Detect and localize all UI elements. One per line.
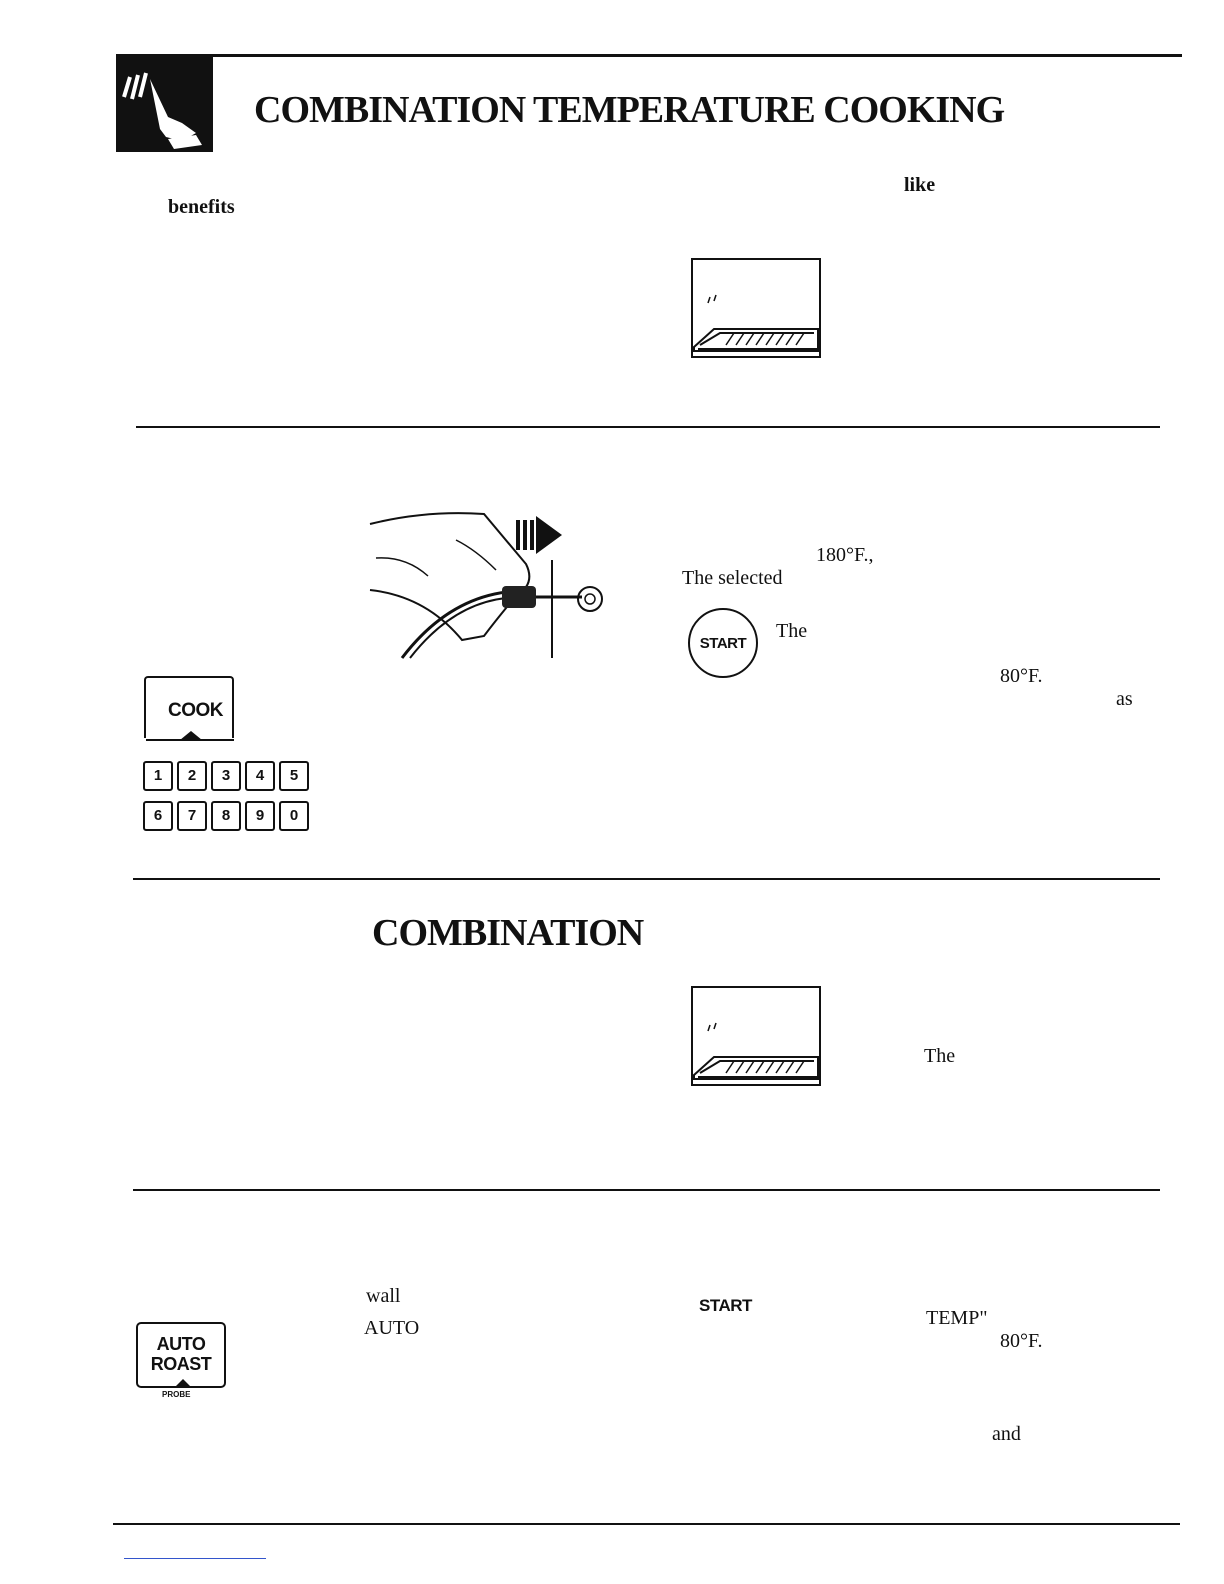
keypad-key-9: 9 [245,801,275,831]
text-fragment-temp: TEMP" [926,1307,988,1329]
text-fragment-and: and [992,1423,1021,1445]
keypad-key-5: 5 [279,761,309,791]
oven-rack-illustration [690,257,824,366]
section-divider [133,1189,1160,1191]
start-label: START [699,1296,752,1315]
keypad-key-0: 0 [279,801,309,831]
start-pad-icon [688,608,758,678]
keypad-key-4: 4 [245,761,275,791]
page-title: COMBINATION TEMPERATURE COOKING [254,89,1005,131]
text-fragment-the: The [776,620,808,642]
probe-label: PROBE [162,1390,191,1399]
bottom-rule [113,1523,1180,1525]
section-divider [133,878,1160,880]
start-pad-label: START [699,634,747,652]
keypad-key-6: 6 [143,801,173,831]
keypad-key-1: 1 [143,761,173,791]
keypad-key-3: 3 [211,761,241,791]
keypad-key-2: 2 [177,761,207,791]
footer-accent-line [124,1558,266,1559]
text-fragment-80f: 80°F. [1000,665,1043,687]
text-fragment-benefits: benefits [168,196,235,218]
keypad-key-7: 7 [177,801,207,831]
text-fragment-80f: 80°F. [1000,1330,1043,1352]
top-rule [116,54,1182,57]
cook-pad-icon [144,676,234,738]
auto-roast-pad-icon [136,1322,226,1388]
text-fragment-like: like [904,174,936,196]
keypad-key-8: 8 [211,801,241,831]
auto-roast-label-line1: AUTO [156,1334,206,1354]
cook-pad-label: COOK [168,700,223,721]
text-fragment-180f: 180°F., [816,544,874,566]
probe-insertion-illustration [366,500,606,665]
section-heading: COMBINATION [372,912,644,954]
hand-pressing-pad-icon [116,57,213,152]
oven-rack-illustration [690,985,824,1094]
text-fragment-wall: wall [366,1285,401,1307]
text-fragment-the-selected: The selected [682,567,783,589]
auto-roast-label-line2: ROAST [150,1354,212,1374]
text-fragment-the: The [924,1045,956,1067]
text-fragment-auto: AUTO [364,1317,420,1339]
section-divider [136,426,1160,428]
number-keypad [143,761,315,831]
text-fragment-as: as [1116,688,1133,710]
